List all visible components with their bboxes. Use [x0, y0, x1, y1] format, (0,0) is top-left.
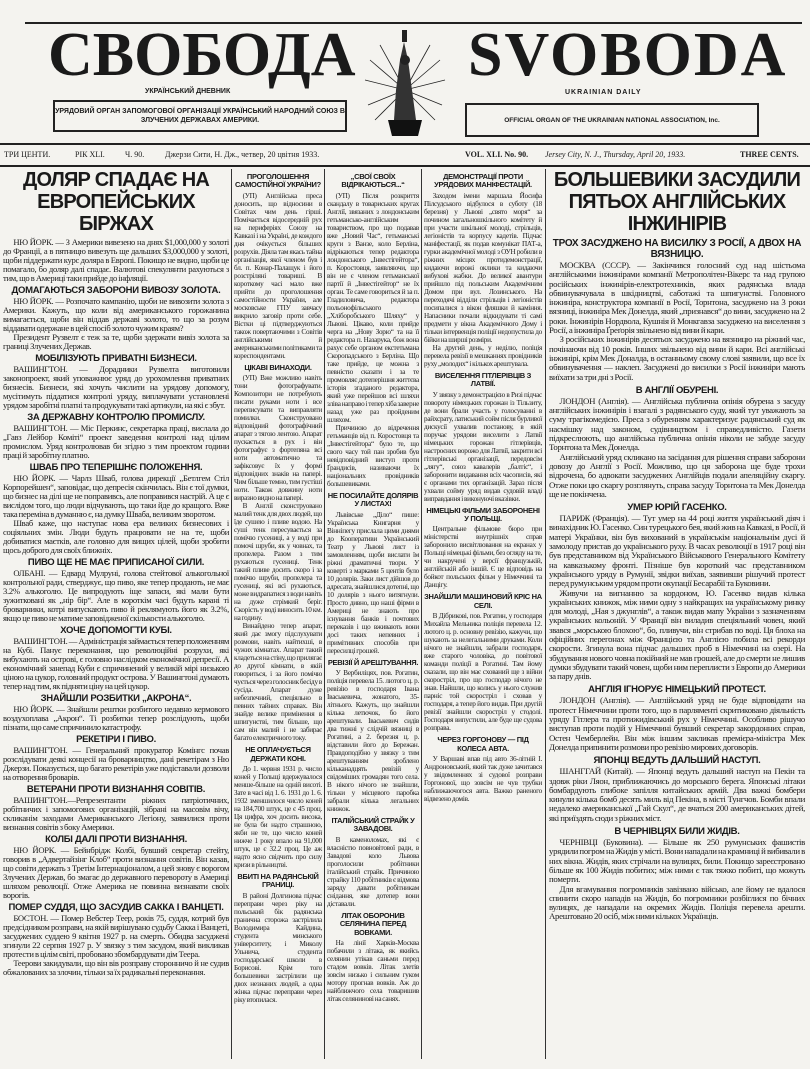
- article-paragraph: ВАШИНГТОН.—Репрезентанти ріжних патріотичних, робітничих і запомогових організацій, зібрані на масовім вічу, скликанім заходами Американського Легіону, заявилися проти визнання совітів з боку Америки.: [3, 795, 229, 832]
- article-paragraph: НЮ ЙОРК. — Чарлз Шваб, голова дирекції „Бетлгем Стіл Корпорейшен“, заповідає, що депресія скінчилась. Він є тої думки, що бизнес на ділі ще не поправивсь, але поправився настрій. А це є вислідом того, що люди відчувають, що таки йде до кращого. Вже така переміна в думанню є, на думку Шваба, великим зворотом.: [3, 473, 229, 519]
- article: [3, 784, 229, 832]
- article-paragraph: (УП) Після розкриття скандалу в товариських кругах Англії, звязаних з лондонським гетьмансько-англійським товариством, про що подавав вже „Новий Час“, гетьманські круги з Ванзе, коло Берліна, відрікаються тепер редактора лондонського „Інвестігейтора“, п. Коростовця, заявляючи, що він не є членом гетьманської партії й „Інвестігейтор“ не їх орган. Те саме говориться й за п. Гладиловича, редактора польонофільського „Хліборобського Шляху“ у Львові. Цікаво, коли прийде черга на „Нову Зорю“ та на її редактора п. Назарука, бож вона рахує себе органом екстетьмана Скоропадського з Берліна. Що таке прийде, це можна з певністю сказати і за те промовляє дотеперішня життєва історія згаданого редактора, який уже перейшов всі шляхи зліва направо і тепер хіба заверне назад уже раз пройденим шляхом.: [327, 191, 420, 424]
- column-5: [549, 169, 805, 922]
- article-headline: ЛІТАК ОБОРОНИВ СЕЛЯНИНА ПЕРЕД ВОВКАМИ.: [339, 910, 407, 937]
- article: [3, 353, 229, 410]
- lead-headline: ДОЛЯР СПАДАЄ НА ЕВРОПЕЙСЬКИХ БІРЖАХ: [23, 169, 209, 235]
- article-paragraph: Англійський уряд скликано на засідання для рішення справи заборони довозу до Англії з Росії. Можливо, що ця заборона ще буде трохи відрочена, бо адвокати засуджених Англійців подали апеляційну скаргу. Отже поки цю скаргу розглянуть, справа засуду Торнтона та Мек Донелда ще не покінчена.: [549, 451, 805, 499]
- article: [424, 372, 542, 503]
- article-paragraph: НЮ ЙОРК. — Знайшли рештки розбитого недавно кермового воздухоплава „Акрон“. Ті розбитки тепер розслідують, щоби пізнати, що саме спричинило катастрофу.: [3, 704, 229, 732]
- subtitle-cyrillic: УКРАЇНСЬКИЙ ДНЕВНИК: [145, 88, 231, 95]
- article: [3, 625, 229, 691]
- column-1: [3, 169, 229, 977]
- article: [424, 173, 542, 368]
- column-divider: [545, 169, 546, 1059]
- column-divider: [324, 169, 325, 1059]
- article: [549, 238, 805, 382]
- article-headline: ПРОГОЛОШЕННЯ САМОСТІЙНОЇ УКРАЇНИ?: [235, 172, 321, 190]
- article: [3, 834, 229, 900]
- article-headline: ШВАБ ПРО ТЕПЕРІШНЄ ПОЛОЖЕННЯ.: [29, 462, 203, 473]
- article-paragraph: До 1. червня 1931 р. число коней у Польщі вдержувалося менше-більше на одній висоті. Зате в часі від 1. 6. 1931 до 1. 6. 1932 зменшилося число коней на 184,700 штук, це є 45 проц. Ця цифра, хоч досить висока, не була би надто страшною, якби не те, що число коней нижче 1 року впало на 91,000 штук, це є 32.2 проц. Це аж надто ясно свідчить про силу кризи в рільництві.: [234, 765, 322, 870]
- article-paragraph: Живучи на вигнанню за кордоном, Ю. Гасенко видав кілька українських книжок, між ними одну з найкращих на українському ринку для молоді, „Ная з джунглів“, а також видав мапу України з зазначенням українських кольоній. У Франції він виладив спеціяльний човен, який звався „морською блохою“, бо, пливучи, він стрибав по воді. Ця блоха на офіційних перегонах між Францією та Англією побила всі рекорди скорости. Згинула вона підчас дальших проб в Німеччині на озері. На збудування нового човна покійний не мав грошей, але до смерти не лишив думки збудувати такий човен, щоби ним переплисти з Европи до Америки за пару днів.: [549, 587, 805, 682]
- article: [424, 736, 542, 803]
- article: [327, 492, 419, 655]
- article-headline: ДОМАГАЮТЬСЯ ЗАБОРОНИ ВИВОЗУ ЗОЛОТА.: [11, 285, 221, 296]
- article-paragraph: У звязку з демонстрацією в Ризі підчас повороту німецьких горожан із Тільзиту, де вони брали участь у голосуванні в райхсрату, латиський сойм після бурливої дискусії ухвалив постанову, в якій поручає урядови виселити з Латвії німецьких горожан гітлерівців, настроєних ворожо для Латвії, закрити всі гітлерівські організації, передовсім „лягу“, союз кавалерів „балтіс“, і заборонити видавання всіх часописів, які є органами тих організацій. Зараз після ухвали сойму уряд видав судовій владі виправдання і виконуючі вказівки.: [424, 390, 542, 503]
- column-divider: [421, 169, 422, 1059]
- article-paragraph: Для вгамування погромників завізвано військо, але йому не вдалося спинити скоро нападів на Жидів, бо погромники розбіглися по бічних вулицях, де нападали на окремих Жидів. Поліція перевела арешти. Арештовано 20 осіб, між ними кількох Українців.: [549, 883, 805, 922]
- column-2: [234, 169, 322, 1004]
- article-headline: УМЕР ЮРІЙ ГАСЕНКО.: [627, 502, 727, 514]
- article: [424, 507, 542, 590]
- article-paragraph: (УП) Вже можливо навіть тони фотографувати. Композитори не потребують писати руками ноти і все переписувати та виправляти помилки. Сконструовано відповідний фотографічний апарат з тягою лентою. Апарат пускається в рух і він фотографує з фортепяна всі ноти автоматично та зафіксовує їх у формі відповідних знаків на папері. Чим більше темно, тим густіші ноти. Також довжину ноти виразно видно на папері.: [234, 374, 322, 503]
- year-cyrillic: РІК XLI.: [75, 150, 105, 159]
- article: [327, 659, 419, 813]
- article-headline: ДЕМОНСТРАЦІЇ ПРОТИ УРЯДОВИХ МАНІФЕСТАЦІЙ.: [434, 172, 532, 190]
- article-paragraph: Львівське „Діло“ пише: Українська Книгарня у Вінніпегу прислала цими днями до Кооперативи Український Театр у Львові лист із замовленням, щоби вислати їм ріжні драматичні твори. У коверті з марками 5 центів було 10 долярів. Заки лист дійшов до адресата, знайшлися дотепні, що 10 долярів з нього витягнули. Просто дивно, що наші фірми в Америці не знають про існування банків і почтових переказів і що вживають вони досі таких непевних і примітивних способів при пересилці грошей.: [327, 510, 419, 655]
- article-headline: ЗНАЙШЛИ РОЗБИТКИ „АКРОНА“.: [40, 693, 192, 704]
- price-cyrillic: ТРИ ЦЕНТИ.: [4, 150, 51, 159]
- article-headline: РЕКЕТІРИ І ПИВО.: [76, 734, 156, 745]
- article-paragraph: В районі Долгинова підчас переправи через ріку на польський бік радянська гранична сторожа застрілила Володимира Кайдина, студента минського університету, і Миколу Ульнича, студента господарської школи в Борисові. Крім того большевики застрілили ще двох незнаних людей, а одна жінка підчас переправи через ріку втопилася.: [234, 891, 322, 1004]
- article-paragraph: ВАШИНГТОН. — Адміністрація займається тепер положенням на Кубі. Панує переконання, що революційні розрухи, які вибухають на острові, є головно наслідком економічної депресії. А економічний занепад Куби є спричинений у великій мірі низькою ціною на цукор, головний продукт острова. У Вашингтоні думають тепер над тим, як підняти ціну на цей цукор.: [3, 636, 230, 691]
- article-paragraph: ПАРИЖ (Франція). — Тут умер на 44 році життя український діяч і винахідник Ю. Гасенко. Син турецького бея, який жив на Кавказі, в Росії, й матері Українки, він був вихований в українськім національнім дусі й замолоду пристав до українського руху. В часах революції в 1917 році він був представником від Українського Військового Генерального Комітету на кавказькому фронті. Пізніше був короткий час представником українського уряду в Румунії, звідки виїхав, заявивши рішучий протест перед румунським урядом проти окупації Бесарабії та Буковини.: [549, 513, 805, 589]
- article-paragraph: ОЛБАНІ. — Едвард Мулруні, голова стейтової алькогольної контрольної ради, стверджує, що пиво, яке тепер продають, не має 3.2% алькоголю. Це випродують іще запаси, які мали бути зужитковані як „нір бір“. Але в короткім часі будуть карані ті броварники, котрі випускають пиво й реклямують його як 3.2%, якщо це пиво не матиме заповідженої скількости алькоголю.: [3, 568, 229, 623]
- article: [234, 364, 322, 742]
- article-headline: МОБІЛІЗУЮТЬ ПРИВАТНІ БИЗНЕСИ.: [35, 353, 197, 364]
- article: [549, 684, 805, 752]
- article-headline: ВИСЕЛЕННЯ ГІТЛЕРІВЦІВ З ЛАТВІЇ.: [434, 370, 532, 389]
- newspaper-title-cyrillic: СВОБОДА: [48, 21, 356, 89]
- article: [3, 902, 229, 977]
- article-paragraph: (УП) Англійська преса доносить, що відносини в Совітах чим день гірші. Помічається відосередній рух на периферіях Союзу на Кавказі і на Україні, де кождого дня очікується більших розрухів. Діяла там якась тайна організація, якої членом був і бл. п. Конар-Палащук і його розстріляні товариші. В короткому часі мало вже прийти до проголошення самостійности України, але московське ГПУ завчасу викрило заговір проти себе. Вістки ці підтверджуються також повертаючими з Совітів англійськими й американськими політиками та кореспондентами.: [234, 191, 322, 360]
- article-headline: НЕ ПОСИЛАЙТЕ ДОЛЯРІВ У ЛИСТАХ!: [327, 490, 419, 509]
- article-paragraph: На другий день, у неділю, поліція перевела ревізії в мешканнях провідників руху „молодих“ і кількох арештувала.: [424, 343, 542, 368]
- article-paragraph: НЮ ЙОРК. — Бейнбрідж Колбі, бувший секретар стейту, говорив в „Адвертайзінг Клоб“ проти визнання совітів. Він казав, що совіти держать з Третім Інтернаціоналом, а цей знову є ворогом Злучених Держав, бо змагає до державного перевороту в Америці шляхом революції. Отже Америка не повинна визнавати своїх ворогів.: [3, 845, 229, 900]
- volume-latin: VOL. XLI. No. 90.: [465, 150, 529, 159]
- dateline: [0, 143, 810, 167]
- article: [3, 734, 229, 782]
- article-paragraph: В Дібрикові, пов. Рогатин, у господаря Михайла Мельника поліція перевела 12. лютого ц. р. основну ревізію, кажучи, що шукають за нелегальними друками. Коли нічого не знайшли, забрали господаря, вже старого чоловіка, до повітової команди поліції в Рогатині. Там йому сказали, що він має схований ще з війни скоростріл, про що господар нічого не знав. Найшли, що колись у нього служив парніс той скоростріл і сховав у господаря, а тепер його видав. При другій ревізії знайшли скоростріл у стодолі. Господаря випустили, але буде ще судова розправа.: [424, 612, 542, 733]
- article-paragraph: ВАШИНГТОН. — Дорадники Рузвелта виготовили законопроект, який уповажнює уряд до урохомлення приватних бизнесів. Бизнеси, які хочуть числити на урядову допомогу, мусітимуть піддатися контролі уряду, виплачувати установлені урядом заробітні платні та продукувати такі артикули, на які є збут.: [3, 364, 229, 410]
- article: [549, 826, 805, 922]
- article-paragraph: Теерови закидували, що він вів розправу сторонничо й не судив обжалованих за злочин, тільки за їх радикальні переконання.: [3, 958, 229, 977]
- article-paragraph: МОСКВА (СССР). — Закінчився голосний суд над шістьома англійськими інжинірами компанії Метрополітен-Вікерс та над групою російських інжинірів-електротехників, яких радянська влада обвинувачувала в шкідництві, саботажі та шпигунстві. Головного інжиніра, конструктора компанії в Росії, Торнтона, засуджено на 3 роки вязниці, інжиніра Мек Донелда, який „признався“ до вини, засуджено на 2 роки. Інжинірів Нордвола, Кушнія й Монкгавза засуджено на виселення з Росії, а інжиніра Ґреґорія звільнено від вини й кари.: [549, 260, 805, 336]
- article-paragraph: ВАШИНГТОН. — Генеральний прокуратор Комінгс почав розслідувати деякі концесії на броварництво, дані рекетірам з Ню Джерзи. Показується, що багато рекетірів уже подіставали дозволи на отворення броварів.: [3, 745, 229, 782]
- article-headline: „СВОЇ СВОЇХ ВІДРІКАЮТЬСЯ...“: [341, 172, 405, 190]
- article-headline: ЗНАЙШЛИ МАШИНОВИЙ КРІС НА СЕЛІ.: [424, 592, 542, 610]
- article-paragraph: БОСТОН. — Помер Вебстер Теер, років 75, суддя, котрий був предсідником розправи, на якій вирішувано судьбу Сакка і Ванцеті, засуджених суддею 9 квітня 1927 р. на смерть. Обидва засуджені згинули 22 серпня 1927 р. У звязку з тим засудом, який викликав протести в цілім світі, пробовано збомбардувати дім Теера.: [3, 913, 229, 959]
- liberty-emblem-icon: [360, 30, 450, 140]
- article-paragraph: У Вербиліцях, пов. Рогатин, поліція перевела 15. лютого ц. р. ревізію в господаря Івана Іваськевича, жонатого, 35-літнього. Кажуть, що знайшли кілька летючок, бо його арештували. Іваськевич сидів два тижні у слідчій вязниці в Рогатині, а 2. березня ц. р. відставили його до Бережан. Правдоподібно у звязку з тим арештуванням зроблено кільканадцять ревізій у свідоміших громадян того села. В нікого нічого не знайшли, тільки у місцевого паробка забрали кілька легальних книжок.: [327, 669, 419, 814]
- article-paragraph: НЮ ЙОРК. — З Америки вивезено на днях $1,000,000 у золоті до Франції, а в пятницю вивезуть ще дальших $3,000,000 у золоті, щоби піддержати курс доляра в Европі. Покищо не видно, щоби це помагало, бо доляр далі спадає. Валютові спекулянти рахуються з тим, що в Америці таки прийде до інфляції.: [3, 237, 229, 283]
- subheadline: ТРОХ ЗАСУДЖЕНО НА ВИСИЛКУ З РОСІЇ, А ДВОХ НА ВЯЗНИЦЮ.: [552, 238, 802, 260]
- article-paragraph: Шваб каже, що наступає нова ера великих бизнесових і соціяльних змін. Люди будуть працювати не на те, щоби добиватися маєтків, але головно для вищих цілей, щоби зробити щось доброго для своїх ближніх.: [3, 518, 229, 555]
- place-date-cyrillic: Джерзи Сити, Н. Дж., четвер, 20 цвітня 1933.: [165, 150, 320, 159]
- article-paragraph: З російських інжинірів десятьох засуджено на вязницю на ріжний час, почінаючи від 10 років. Інших звільнено від вини й кари. Всі англійські інжинірі, крім Мек Доналда, в останньому свому слові заявили, що все їх обвинувачення — наклеп. Засуджені до висилки з Росії інжиніри мають виїхати за три дні з Росії.: [549, 334, 805, 382]
- price-latin: THREE CENTS.: [740, 150, 799, 159]
- newspaper-title-latin: SVOBODA: [468, 21, 788, 89]
- article: [3, 285, 229, 351]
- article: [234, 746, 322, 869]
- article-headline: НЕ ОПЛАЧУЄТЬСЯ ДЕРЖАТИ КОНІ.: [245, 745, 311, 763]
- article-headline: АНГЛІЯ ІГНОРУЄ НІМЕЦЬКИЙ ПРОТЕСТ.: [588, 684, 766, 696]
- official-organ-box-cyrillic: УРЯДОВИЙ ОРГАН ЗАПОМОГОВОЇ ОРГАНІЗАЦІЇ УКРАЇНСЬКИЙ НАРОДНИЙ СОЮЗ В ЗЛУЧЕНИХ ДЕРЖАВАХ АМЕРИКИ.: [53, 100, 347, 132]
- article-paragraph: ШАНГГАЙ (Китай). — Японці ведуть дальший наступ на Пекін та здовж ріки Ляон, приближаючись до морського берега. Японські літаки бомбардують глибоке запілля китайських армій. Два важкі бомбери кинули кілька бомб десять миль від Пекіна, в місті Тунгчов. Бомби впали недалеко американської „Гай Скул“, де вчаться 200 американських дітей, які приїздять сюди з ріжних міст.: [549, 766, 805, 823]
- article-paragraph: В Англії сконструовано малий тенк для двох людей, що їде сушею і пливе водою. На суші тенк пересувається за помічю гусениці, а у воді при помочі шруби, як у човнах, та пропелера. Разом з тим рухаються гусениці. Тенк такий пливе досить скоро і за помічю шруби, пропелера та гусениці, які всі рухаються, може видрапатися з води навіть на дуже стрімкий беріг. Скорість у воді виносить 10 км. на годину.: [234, 502, 322, 623]
- article-headline: ЧЕРЕЗ ГОРГОНОВУ — ПІД КОЛЕСА АВТА.: [437, 735, 529, 753]
- article-paragraph: ЛОНДОН (Англія). — Англійський уряд не буде відповідати на протест Німеччини проти того, що в парляменті скритиковано діяльність уряду Гітлера та протижидівський рух у Німеччині. Особливо рішучо виступав проти подій у Німеччині бувший секретар закордонних справ, Остен Чемберлейн. Він між іншим закликав премієра-міністра Мек Донелда припинити розмови про ревізію мирових договорів.: [549, 695, 805, 752]
- article-paragraph: В каменоломах, які є власністю повновітової ради, в Завадові коло Львова проголосили робітники італійський страйк. Причиною страйку 110 робітників є відмова заряду давати робітникам снідання, яке дотепер вони діставали.: [327, 835, 419, 908]
- masthead: [0, 0, 810, 143]
- article: [327, 817, 419, 908]
- article-paragraph: НЮ ЙОРК. — Розпочато кампанію, щоби не вивозити золота з Америки. Кажуть, що коли від американського горожанина вимагається, щоби він віддав державі золото, то що за розум віддавати одержане в цей спосіб золото чужим краям?: [3, 296, 229, 333]
- article-paragraph: Заходом імени маршала Йосифа Пілсудського відбулося в суботу (18 березня) у Львові „свято моря“ за почином загальношкільного комітету й при участи шкільної молоді, стрільців, легіоністів та корпусу кадетів. Підчас манiфестації, як подав комунікат ПАТ-а, гурки академічної молоді з ОУН робили в ріжних місцях протидемонстрації, кидаючи ворожі оклики та кидаючи вибухові жабки. До великої авантури прийшло під польським Академічним Домом при вул. Лозинського. На переходячі відділи стрільців і легіоністів посипалися з вікон фляшки й каміння. Напасники почали відкидувати ті самі предмети у вікна Академічного Дому і тільки інтервенція поліції недопустила до бійки на ширші розміри.: [424, 191, 542, 344]
- article-headline: ПОМЕР СУДДЯ, ЩО ЗАСУДИВ САККА І ВАНЦЕТІ.: [8, 902, 224, 913]
- article-headline: В ЧЕРНІВЦЯХ БИЛИ ЖИДІВ.: [614, 826, 740, 838]
- article-headline: ІТАЛІЙСЬКИЙ СТРАЙК У ЗАВАДОВІ.: [331, 816, 415, 834]
- column-3: [327, 169, 419, 1003]
- article-headline: НІМЕЦЬКІ ФІЛЬМИ ЗАБОРОНЕНІ У ПОЛЬЩІ.: [426, 505, 540, 524]
- article: [234, 173, 322, 360]
- article-paragraph: Винайдено тепер апарат, який дає змогу підслухувати розмови, навіть найтихші, в чужих кімнатах. Апарат такий кладеться на стіну, що прилягає до другої кімнати, в якій говориться, і за його помічю чується через голосник бесіду в сусіда. Апарат дуже небезпечний, спеціяльно в певних тайних справах. Він знайде велике примінення в шпигунстві, тим більше, що сам він малий і не забирає багато електричного току.: [234, 622, 322, 743]
- article-headline: ЯПОНЦІ ВЕДУТЬ ДАЛЬШИЙ НАСТУП.: [593, 755, 761, 767]
- column-4: [424, 169, 542, 803]
- article-headline: ВЕТЕРАНИ ПРОТИ ВИЗНАННЯ СОВІТІВ.: [26, 784, 206, 795]
- article: [3, 169, 229, 283]
- article: [3, 557, 229, 623]
- article: [327, 912, 419, 1003]
- article: [3, 462, 229, 555]
- article: [327, 173, 419, 488]
- official-organ-box-latin: OFFICIAL ORGAN OF THE UKRAINIAN NATIONAL ASSOCIATION, Inc.: [465, 103, 759, 137]
- article: [3, 693, 229, 732]
- article-paragraph: Центральне фільмове бюро при міністерстві внутрішніх справ заборонило висвітлювання на екранах у Польщі німецькі фільми, без огляду на те, чи накручені у версії французькій, англійській або іншій. Є це відповідь на бойкот польських фільм у Німеччині та Данцігу.: [424, 525, 542, 590]
- article: [549, 755, 805, 823]
- article: [3, 412, 229, 460]
- article-paragraph: ВАШИНГТОН. — Міс Перкинс, секретарка праці, вислала до „Гавз Лейбор Комiтi“ проект заведення контролі над цілим промислом. Уряд контролював би згідно з тим проектом години праці й заробітну платню.: [3, 423, 229, 460]
- article-headline: РЕВІЗІЇ Й АРЕШТУВАННЯ.: [327, 657, 419, 667]
- column-divider: [231, 169, 232, 1059]
- subtitle-latin: UKRAINIAN DAILY: [565, 89, 642, 96]
- article: [549, 502, 805, 681]
- article: [549, 169, 805, 235]
- lead-headline: БОЛЬШЕВИКИ ЗАСУДИЛИ ПЯТЬОХ АНГЛІЙСЬКИХ ІНЖИНІРІВ: [553, 169, 801, 235]
- article-headline: ВБИТІ НА РАДЯНСЬКІЙ ГРАНИЦІ.: [237, 872, 319, 890]
- issue-number-cyrillic: Ч. 90.: [125, 150, 145, 159]
- article: [424, 593, 542, 732]
- article-paragraph: ЛОНДОН (Англія). — Англійська публична опінія обурена з засуду англійських інжинірів і взагалі з радянського суду, який тут уважають за суму трагікомедією. Преса з обуренням характеризує радянський суд як насмішку над законом, судівництвом і справедливістю. Газети підкреслюють, що англійська публична опінія ніколи не забуде засуду Торнтона та Мек Донелда.: [549, 395, 805, 453]
- article-headline: ЗА ДЕРЖАВНУ КОНТРОЛЮ ПРОМИСЛУ.: [27, 412, 205, 423]
- article-headline: ХОЧЕ ДОПОМОГТИ КУБІ.: [60, 625, 172, 636]
- article-paragraph: ЧЕРНІВЦІ (Буковина). — Більше як 250 румунських фашистів урядили погром на Жидів у місті. Вони нападали на крамниці й вибивали в них вікна. Жидів, яких стрічали на вулицях, били. Покищо зареєстровано більше як 100 Жидів побитих; між ними є так тяжко побиті, що можуть померти.: [549, 837, 805, 885]
- place-date-latin: Jersey City, N. J., Thursday, April 20, 1933.: [545, 150, 686, 159]
- article-headline: КОЛБІ ДАЛІ ПРОТИ ВИЗНАННЯ.: [45, 834, 187, 845]
- article-headline: ПИВО ЩЕ НЕ МАЄ ПРИПИСАНОЇ СИЛИ.: [27, 557, 205, 568]
- article-paragraph: У Варшаві впав під авто 36-літній І. Андроновський, який так дуже зачитався у звідомленнях зі судової розправи Горгонової, що зовсім не чув трубки наближаючогося авта. Важко раненого відвезено домів.: [424, 755, 542, 804]
- article-paragraph: Причиною до відречення гетьманців від п. Коростовця та „Інвестігейтора“ було те, що свого часу той пан зробив був невідповідний виступ проти Ґрaндисів, називаючи їх національних провідників большевиками.: [327, 423, 419, 488]
- article-headline: В АНГЛІЇ ОБУРЕНІ.: [635, 384, 719, 396]
- article-paragraph: На лінії Харків-Москва побачили з літака, як якийсь селянин утікав саньми перед стадом вовків. Літак злетів зовсім низько і сильним гуком мотору прогнав вовків. Аж до найближчого села товаришив літак селянинові на санях.: [327, 939, 419, 1004]
- article-headline: ЦІКАВІ ВИНАХОДИ.: [244, 362, 312, 372]
- article: [549, 385, 805, 499]
- article-paragraph: Президент Рузвелт є теж за те, щоби здержати вивіз золота за границі Злучених Держав.: [3, 332, 229, 351]
- article: [234, 873, 322, 1004]
